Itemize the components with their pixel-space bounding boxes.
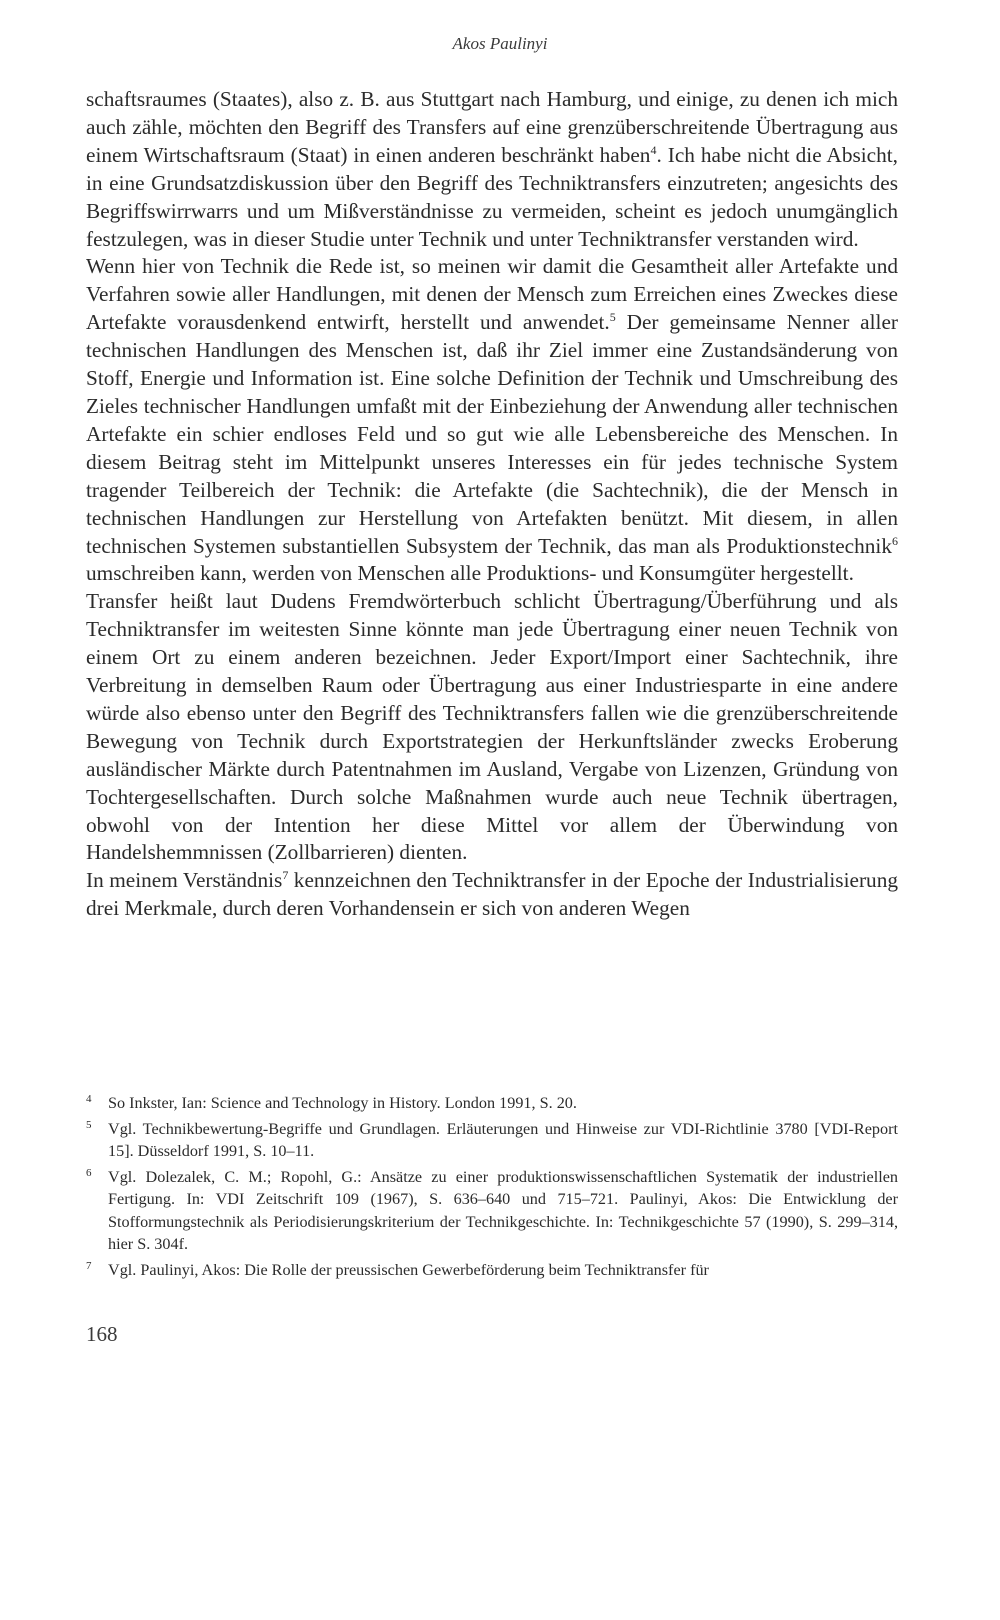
paragraph-4: [86, 867, 898, 923]
paragraph-text: kennzeichnen den Techniktransfer in der Epoche der Industrialisierung drei Merkmale, durch deren Vorhandensein er sich von anderen Wegen: [86, 868, 898, 921]
running-head: Akos Paulinyi: [452, 34, 548, 53]
footnote-number: 7: [86, 1259, 92, 1272]
footnote-ref-5[interactable]: 5: [609, 310, 616, 325]
footnotes: [86, 1092, 898, 1284]
footnote-4: [86, 1092, 898, 1115]
paragraph-text: Transfer heißt laut Dudens Fremdwörterbuch schlicht Übertragung/Überführung und als Techniktransfer im weitesten Sinne könnte man jede Übertragung einer neuen Technik von einem Ort zu einem anderen bezeichnen. Jeder Export/Import einer Sachtechnik, ihre Verbreitung in demselben Raum oder Übertragung aus einer Industriesparte in eine andere würde also ebenso unter den Begriff des Techniktransfers fallen wie die grenzüberschreitende Bewegung von Technik durch Exportstrategien der Herkunftsländer zwecks Eroberung ausländischer Märkte durch Patentnahmen im Ausland, Vergabe von Lizenzen, Gründung von Tochtergesellschaften. Durch solche Maßnahmen wurde auch neue Technik übertragen, obwohl von der Intention her diese Mittel vor allem der Überwindung von Handelshemmnissen (Zollbarrieren) dienten.: [86, 589, 898, 865]
footnote-7: [86, 1259, 898, 1282]
footnote-number: 4: [86, 1093, 92, 1105]
paragraph-2: [86, 253, 898, 588]
footnote-text: Vgl. Technikbewertung-Begriffe und Grundlagen. Erläuterungen und Hinweise zur VDI-Richtlinie 3780 [VDI-Report 15]. Düsseldorf 1991, S. 10–11.: [108, 1119, 898, 1160]
paragraph-3: [86, 588, 898, 867]
paragraph-text: . Ich habe nicht die Absicht, in eine Grundsatzdiskussion über den Begriff des Techniktransfers einzutreten; angesichts des Begriffswirrwarrs und um Mißverständnisse zu vermeiden, scheint es jedoch unumgänglich festzulegen, was in dieser Studie unter Technik und unter Techniktransfer verstanden wird.: [86, 142, 899, 251]
paragraph-text: In meinem Verständnis: [86, 868, 283, 893]
footnote-6: [86, 1166, 898, 1256]
footnote-number: 5: [86, 1118, 92, 1131]
paragraph-text: schaftsraumes (Staates), also z. B. aus Stuttgart nach Hamburg, und einige, zu denen ich mich auch zähle, möchten den Begriff des Transfers auf eine grenzüberschreitende Übertragung aus einem Wirtschaftsraum (Staat) in einen anderen beschränkt haben: [86, 87, 898, 167]
paragraph-1: [86, 86, 898, 253]
page-number: 168: [86, 1322, 118, 1346]
paragraph-text: Der gemeinsame Nenner aller technischen Handlungen des Menschen ist, daß ihr Ziel immer eine Zustandsänderung von Stoff, Energie und Information ist. Eine solche Definition der Technik und Umschreibung des Zieles technischer Handlungen umfaßt mit der Einbeziehung der Anwendung aller technischen Artefakte ein schier endloses Feld und so gut wie alle Lebensbereiche des Menschen. In diesem Beitrag steht im Mittelpunkt unseres Interesses ein für jedes technische System tragender Teilbereich der Technik: die Artefakte (die Sachtechnik), die der Mensch in technischen Handlungen zur Herstellung von Artefakten benützt. Mit diesem, in allen technischen Systemen substantiellen Subsystem der Technik, das man als Produktionstechnik: [86, 310, 898, 558]
footnote-text: Vgl. Paulinyi, Akos: Die Rolle der preussischen Gewerbeförderung beim Techniktransfer für: [108, 1260, 709, 1279]
paragraph-text: umschreiben kann, werden von Menschen alle Produktions- und Konsumgüter hergestellt.: [86, 561, 854, 586]
footnote-5: [86, 1118, 898, 1163]
footnote-ref-4[interactable]: 4: [650, 142, 657, 157]
footnote-ref-6[interactable]: 6: [892, 533, 898, 548]
footnote-ref-7[interactable]: 7: [282, 868, 289, 883]
footnote-text: So Inkster, Ian: Science and Technology in History. London 1991, S. 20.: [108, 1094, 577, 1112]
paragraph-text: Wenn hier von Technik die Rede ist, so meinen wir damit die Gesamtheit aller Artefakte und Verfahren sowie aller Handlungen, mit denen der Mensch zum Erreichen eines Zweckes diese Artefakte vorausdenkend entwirft, herstellt und anwendet.: [86, 254, 898, 335]
body-text: [86, 86, 898, 923]
footnote-number: 6: [86, 1166, 92, 1179]
footnote-text: Vgl. Dolezalek, C. M.; Ropohl, G.: Ansätze zu einer produktionswissenschaftlichen Systematik der industriellen Fertigung. In: VDI Zeitschrift 109 (1967), S. 636–640 und 715–721. Paulinyi, Akos: Die Entwicklung der Stofformungstechnik als Periodisierungskriterium der Technikgeschichte. In: Technikgeschichte 57 (1990), S. 299–314, hier S. 304f.: [108, 1167, 898, 1253]
